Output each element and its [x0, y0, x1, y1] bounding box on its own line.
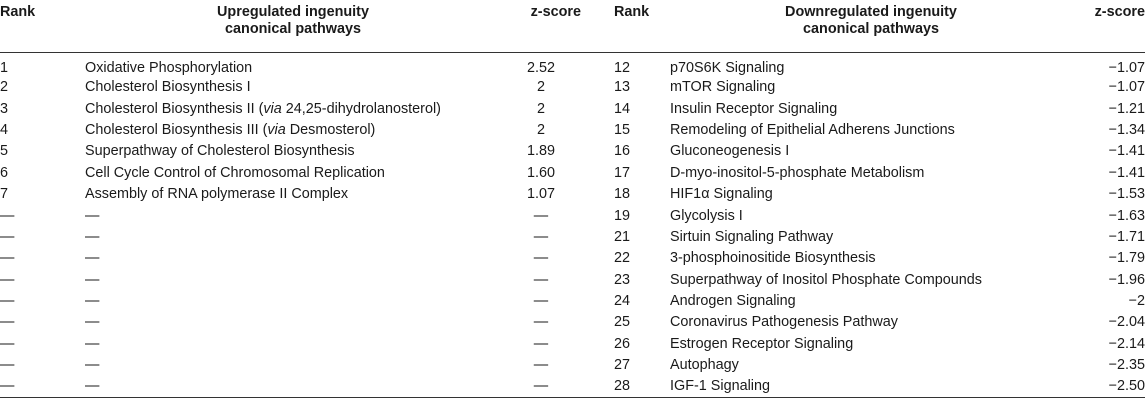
up-pathway-italic: via [267, 121, 286, 138]
up-pathway-text: Assembly of RNA polymerase II Complex [85, 186, 349, 203]
z-score-down-cell: −1.41 [1108, 164, 1145, 181]
up-pathway-text: — [85, 228, 100, 245]
z-score-down-cell: −2.50 [1072, 376, 1145, 397]
down-pathway-text-tail: Signaling [709, 186, 773, 203]
down-pathway-text: Insulin Receptor Signaling [670, 100, 838, 117]
down-pathway-text: Glycolysis I [670, 207, 743, 224]
gap-cell [581, 98, 614, 119]
up-pathway-cell [85, 162, 501, 183]
z-score-header-down: z-score [1072, 0, 1145, 52]
z-score-up-cell: — [533, 228, 549, 245]
up-pathway-text: — [85, 335, 100, 352]
up-pathway-text-tail: Desmosterol) [285, 121, 376, 138]
rank-down-cell: 17 [614, 164, 631, 181]
up-pathway-cell [85, 141, 501, 162]
down-pathway-text: mTOR Signaling [670, 79, 776, 96]
up-pathway-text: — [85, 293, 100, 310]
table-row [0, 141, 1145, 162]
down-pathway-cell [670, 312, 1072, 333]
table-row [0, 183, 1145, 204]
z-score-up-cell: 2 [536, 121, 545, 138]
down-pathway-cell [670, 333, 1072, 354]
table-row [0, 162, 1145, 183]
z-score-down-cell: −2 [1128, 293, 1145, 310]
down-pathway-text: Coronavirus Pathogenesis Pathway [670, 314, 898, 331]
up-pathway-cell [85, 52, 501, 77]
z-score-up-cell: 1.07 [526, 186, 555, 203]
down-pathway-text: D-myo-inositol-5-phosphate Metabolism [670, 164, 925, 181]
table-body [0, 52, 1145, 397]
down-pathway-text: 3-phosphoinositide Biosynthesis [670, 250, 876, 267]
table-row [0, 290, 1145, 311]
up-header-line1: Upregulated ingenuity [217, 4, 369, 20]
up-pathway-cell [85, 119, 501, 140]
z-score-down-cell: −1.07 [1108, 59, 1145, 76]
up-pathway-cell [85, 183, 501, 204]
z-score-up-cell: — [533, 293, 549, 310]
z-score-up-cell: — [533, 357, 549, 374]
table-header [0, 0, 1145, 52]
up-pathway-text: Oxidative Phosphorylation [85, 59, 253, 76]
z-score-up-cell: 2.52 [526, 59, 555, 76]
z-score-up-cell: — [533, 207, 549, 224]
gap-cell [581, 141, 614, 162]
rank-down-cell: 24 [614, 293, 631, 310]
z-score-down-cell: −1.21 [1108, 100, 1145, 117]
down-pathway-cell [670, 290, 1072, 311]
table-row [0, 355, 1145, 376]
rank-down-cell: 28 [614, 376, 670, 397]
gap-cell [581, 77, 614, 98]
table-row [0, 248, 1145, 269]
up-pathway-cell [85, 77, 501, 98]
down-header-line1: Downregulated ingenuity [785, 4, 957, 20]
rank-down-cell: 15 [614, 121, 631, 138]
down-pathway-text: Superpathway of Inositol Phosphate Compounds [670, 271, 982, 288]
z-score-down-cell: −1.63 [1108, 207, 1145, 224]
rank-down-cell: 22 [614, 250, 631, 267]
rank-up-cell: 1 [0, 59, 9, 76]
z-score-up-cell: 1.89 [526, 143, 555, 160]
z-score-up-cell: — [533, 335, 549, 352]
table-row [0, 312, 1145, 333]
rank-up-cell: 6 [0, 164, 9, 181]
gap-cell [581, 269, 614, 290]
down-pathway-cell [670, 355, 1072, 376]
header-row [0, 0, 1145, 52]
z-score-up-cell: 2 [536, 100, 545, 117]
down-pathway-cell [670, 77, 1072, 98]
gap-cell [581, 183, 614, 204]
z-score-down-cell: −2.04 [1108, 314, 1145, 331]
down-pathway-cell [670, 205, 1072, 226]
up-pathway-text: Superpathway of Cholesterol Biosynthesis [85, 143, 355, 160]
rank-up-cell: — [0, 335, 15, 352]
table-row [0, 52, 1145, 77]
rank-up-cell: — [0, 250, 15, 267]
gap-cell [581, 312, 614, 333]
rank-down-cell: 25 [614, 314, 631, 331]
down-pathway-text: IGF-1 Signaling [670, 378, 770, 395]
gap-cell [581, 248, 614, 269]
up-pathway-text: — [85, 357, 100, 374]
rank-up-cell: — [0, 314, 15, 331]
gap-header [581, 0, 614, 52]
rank-down-cell: 12 [614, 59, 631, 76]
up-pathway-text: Cholesterol Biosynthesis II ( [85, 100, 264, 117]
down-pathway-cell [670, 226, 1072, 247]
rank-up-cell: 3 [0, 100, 9, 117]
rank-up-cell: — [0, 357, 15, 374]
z-score-down-cell: −1.53 [1108, 186, 1145, 203]
gap-cell [581, 333, 614, 354]
up-pathway-text: — [85, 207, 100, 224]
rank-down-cell: 18 [614, 186, 631, 203]
up-pathway-cell [85, 290, 501, 311]
up-pathway-cell [85, 226, 501, 247]
down-pathway-text: p70S6K Signaling [670, 59, 785, 76]
up-pathway-text: — [85, 250, 100, 267]
table-row [0, 119, 1145, 140]
up-pathway-text: Cholesterol Biosynthesis I [85, 79, 251, 96]
table-row [0, 205, 1145, 226]
gap-cell [581, 162, 614, 183]
down-pathway-text: Autophagy [670, 357, 739, 374]
rank-up-cell: 7 [0, 186, 9, 203]
up-pathway-text: Cholesterol Biosynthesis III ( [85, 121, 268, 138]
z-score-down-cell: −2.14 [1108, 335, 1145, 352]
z-score-down-cell: −1.71 [1108, 228, 1145, 245]
table-row [0, 77, 1145, 98]
rank-down-cell: 16 [614, 143, 631, 160]
gap-cell [581, 290, 614, 311]
down-pathway-text: Sirtuin Signaling Pathway [670, 228, 834, 245]
down-pathway-cell [670, 183, 1072, 204]
down-pathway-cell [670, 269, 1072, 290]
z-score-down-cell: −1.07 [1108, 79, 1145, 96]
z-score-up-cell: — [533, 271, 549, 288]
rank-down-cell: 19 [614, 207, 631, 224]
down-pathway-cell [670, 98, 1072, 119]
downregulated-pathways-header [670, 0, 1072, 52]
z-score-up-cell: 1.60 [526, 164, 555, 181]
gap-cell [581, 355, 614, 376]
up-pathway-cell [85, 98, 501, 119]
z-score-down-cell: −2.35 [1108, 357, 1145, 374]
up-header-line2: canonical pathways [225, 21, 361, 37]
up-pathway-text: — [85, 378, 100, 395]
table-row [0, 333, 1145, 354]
up-pathway-text: — [85, 271, 100, 288]
down-pathway-cell [670, 141, 1072, 162]
rank-up-cell: 2 [0, 79, 9, 96]
gap-cell [581, 119, 614, 140]
rank-down-cell: 27 [614, 357, 631, 374]
table-row [0, 98, 1145, 119]
up-pathway-cell [85, 248, 501, 269]
table-row [0, 269, 1145, 290]
rank-up-cell: — [0, 228, 15, 245]
z-score-down-cell: −1.79 [1108, 250, 1145, 267]
z-score-down-cell: −1.96 [1108, 271, 1145, 288]
rank-down-cell: 26 [614, 335, 631, 352]
rank-down-cell: 23 [614, 271, 631, 288]
up-pathway-text: Cell Cycle Control of Chromosomal Replication [85, 164, 385, 181]
z-score-up-cell: — [533, 314, 549, 331]
down-pathway-text: Remodeling of Epithelial Adherens Junctions [670, 121, 955, 138]
down-pathway-text: Estrogen Receptor Signaling [670, 335, 854, 352]
rank-header-up: Rank [0, 0, 85, 52]
gap-cell [581, 52, 614, 77]
down-pathway-greek: α [701, 186, 710, 203]
down-pathway-cell [670, 52, 1072, 77]
rank-header-down: Rank [614, 0, 670, 52]
down-pathway-cell [670, 162, 1072, 183]
table-row [0, 376, 1145, 397]
rank-up-cell: — [0, 271, 15, 288]
down-pathway-text: HIF1 [670, 186, 702, 203]
gap-cell [581, 376, 614, 397]
z-score-up-cell: 2 [536, 79, 545, 96]
up-pathway-text: — [85, 314, 100, 331]
rank-down-cell: 21 [614, 228, 631, 245]
up-pathway-cell [85, 355, 501, 376]
rank-up-cell: — [0, 376, 85, 397]
rank-down-cell: 13 [614, 79, 631, 96]
down-pathway-text: Androgen Signaling [670, 293, 796, 310]
gap-cell [581, 205, 614, 226]
rank-up-cell: 4 [0, 121, 9, 138]
up-pathway-text-tail: 24,25-dihydrolanosterol) [281, 100, 441, 117]
z-score-up-cell: — [501, 376, 581, 397]
up-pathway-cell [85, 312, 501, 333]
up-pathway-cell [85, 205, 501, 226]
up-pathway-cell [85, 333, 501, 354]
upregulated-pathways-header [85, 0, 501, 52]
table-row [0, 226, 1145, 247]
down-pathway-cell [670, 376, 1072, 397]
down-pathway-cell [670, 248, 1072, 269]
rank-down-cell: 14 [614, 100, 631, 117]
z-score-down-cell: −1.41 [1108, 143, 1145, 160]
rank-up-cell: — [0, 293, 15, 310]
up-pathway-cell [85, 269, 501, 290]
rank-up-cell: 5 [0, 143, 9, 160]
down-header-line2: canonical pathways [803, 21, 939, 37]
up-pathway-italic: via [263, 100, 282, 117]
down-pathway-text: Gluconeogenesis I [670, 143, 790, 160]
z-score-up-cell: — [533, 250, 549, 267]
z-score-down-cell: −1.34 [1108, 121, 1145, 138]
up-pathway-cell [85, 376, 501, 397]
down-pathway-cell [670, 119, 1072, 140]
gap-cell [581, 226, 614, 247]
z-score-header-up: z-score [501, 0, 581, 52]
rank-up-cell: — [0, 207, 15, 224]
